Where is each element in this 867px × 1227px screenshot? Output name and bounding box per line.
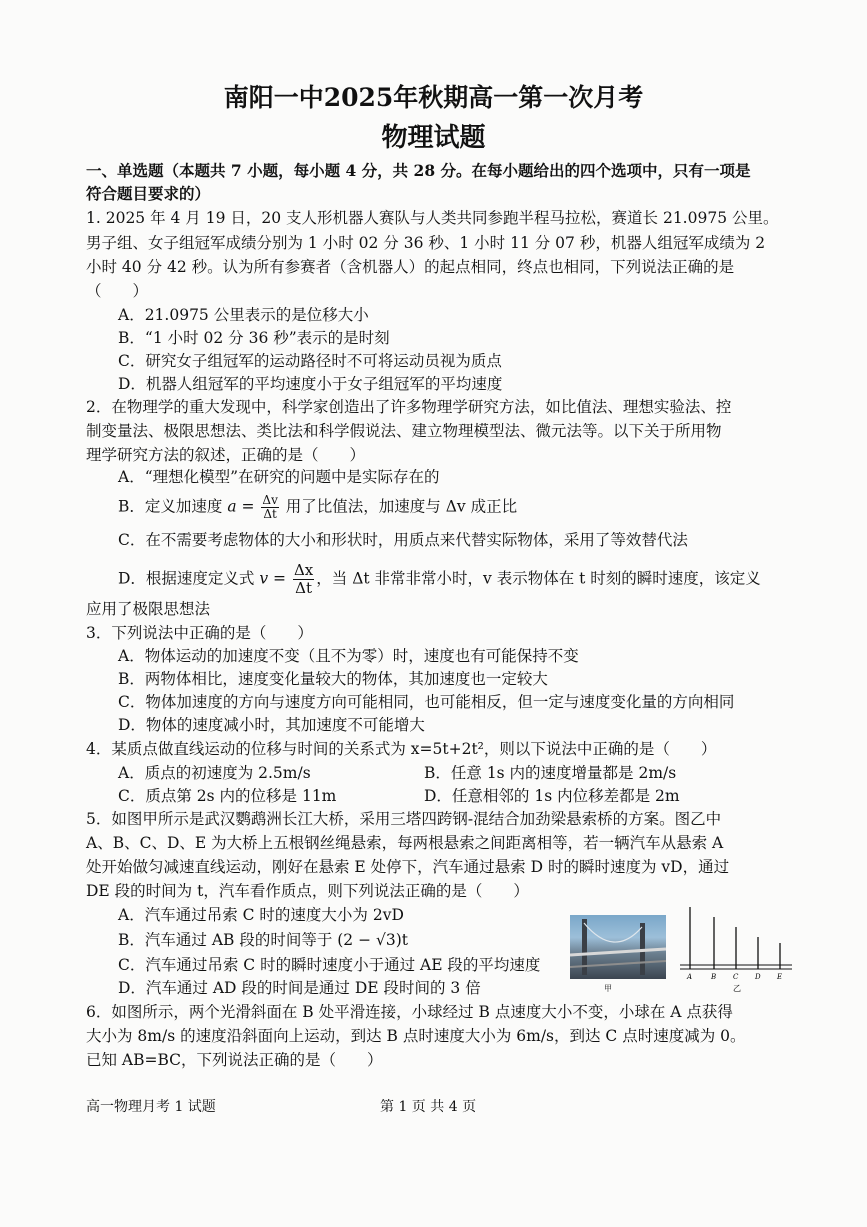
fraction [261,494,278,521]
q1-option-b: B．“1 小时 02 分 36 秒”表示的是时刻 [118,329,390,347]
q5-stem: DE 段的时间为 t，汽车看作质点，则下列说法正确的是（ ） [86,882,529,900]
q5-option-c: C．汽车通过吊索 C 时的瞬时速度小于通过 AE 段的平均速度 [118,956,541,974]
section-heading: 一、单选题（本题共 7 小题，每小题 4 分，共 28 分。在每小题给出的四个选项中，只有一项是 [86,161,751,180]
q2-stem: 制变量法、极限思想法、类比法和科学假说法、建立物理模型法、微元法等。以下关于所用物 [86,422,722,440]
q1-stem: 男子组、女子组冠军成绩分别为 1 小时 02 分 36 秒、1 小时 11 分 07 秒，机器人组冠军成绩为 2 [86,234,766,252]
math-eq: = [236,497,260,516]
q4-option-a: A．质点的初速度为 2.5m/s [118,764,311,782]
q3-stem: 3．下列说法中正确的是（ ） [86,624,313,642]
q6-stem: 6．如图所示，两个光滑斜面在 B 处平滑连接，小球经过 B 点速度大小不变，小球在 A 点获得 [86,1003,733,1021]
q3-option-b: B．两物体相比，速度变化量较大的物体，其加速度也一定较大 [118,670,548,688]
fraction-denominator: Δt [295,579,313,597]
footer-exam-name: 高一物理月考 1 试题 [86,1099,216,1115]
q6-stem: 大小为 8m/s 的速度沿斜面向上运动，到达 B 点时速度大小为 6m/s，到达 C 点时速度减为 0。 [86,1027,746,1045]
q1-stem: 小时 40 分 42 秒。认为所有参赛者（含机器人）的起点相同，终点也相同，下列说法正确的是 [86,258,735,276]
section-heading-cont: 符合题目要求的） [86,184,211,203]
q1-option-c: C．研究女子组冠军的运动路径时不可将运动员视为质点 [118,352,502,370]
q5-option-d: D．汽车通过 AD 段的时间是通过 DE 段时间的 3 倍 [118,979,481,997]
q2-option-b [118,494,788,521]
bridge-photo [570,915,666,979]
page-title: 南阳一中2025年秋期高一第一次月考 [223,83,644,112]
q3-option-a: A．物体运动的加速度不变（且不为零）时，速度也有可能保持不变 [118,647,579,665]
q2-option-c: C．在不需要考虑物体的大小和形状时，用质点来代替实际物体，采用了等效替代法 [118,531,688,549]
q5-stem: 处开始做匀减速直线运动，刚好在悬索 E 处停下，汽车通过悬索 D 时的瞬时速度为 vD，通过 [86,858,730,876]
cable-label-a: A [687,973,693,981]
page-subtitle: 物理试题 [381,123,486,153]
q3-option-d: D．物体的速度减小时，其加速度不可能增大 [118,716,425,734]
fraction-numerator: Δx [293,561,314,579]
math-var: a [227,497,237,516]
q6-stem: 已知 AB=BC，下列说法正确的是（ ） [86,1051,383,1069]
fraction-numerator: Δv [262,493,278,507]
option-text: ，当 Δt 非常非常小时，v 表示物体在 t 时刻的瞬时速度，该定义 [316,569,761,588]
q1-option-a: A．21.0975 公里表示的是位移大小 [118,306,369,324]
q4-option-c: C．质点第 2s 内的位移是 11m [118,787,337,805]
cable-label-c: C [733,973,739,981]
footer-page-number: 第 1 页 共 4 页 [380,1099,477,1115]
q4-option-b: B．任意 1s 内的速度增量都是 2m/s [424,764,677,782]
cable-label-e: E [777,973,783,981]
q3-option-c: C．物体加速度的方向与速度方向可能相同，也可能相反，但一定与速度变化量的方向相同 [118,693,735,711]
option-text: B．定义加速度 [118,497,228,516]
q1-stem: 1. 2025 年 4 月 19 日，20 支人形机器人赛队与人类共同参跑半程马拉松，赛道长 21.0975 公里。 [86,209,779,227]
cable-diagram [676,903,794,995]
cable-label-b: B [711,973,717,981]
q5-option-b: B．汽车通过 AB 段的时间等于 (2 − √3)t [118,931,409,949]
math-eq: = [268,569,291,588]
q2-stem: 2．在物理学的重大发现中，科学家创造出了许多物理学研究方法，如比值法、理想实验法、控 [86,398,732,416]
q4-stem: 4．某质点做直线运动的位移与时间的关系式为 x=5t+2t²，则以下说法中正确的是（ ） [86,740,717,758]
q1-option-d: D．机器人组冠军的平均速度小于女子组冠军的平均速度 [118,375,503,393]
q2-option-d-cont: 应用了极限思想法 [86,600,211,618]
fraction [293,562,314,597]
q5-stem: 5．如图甲所示是武汉鹦鹉洲长江大桥，采用三塔四跨钢-混结合加劲梁悬索桥的方案。图乙中 [86,810,722,828]
option-text: D．根据速度定义式 [118,569,260,588]
q1-stem: （ ） [86,282,149,300]
q2-option-d [118,562,788,597]
q4-option-d: D．任意相邻的 1s 内位移差都是 2m [424,787,680,805]
q5-option-a: A．汽车通过吊索 C 时的速度大小为 2vD [118,906,404,924]
cable-label-d: D [755,973,761,981]
figure-label-yi: 乙 [733,984,741,993]
math-var: v [259,569,269,588]
fraction-denominator: Δt [263,507,277,521]
q2-option-a: A．“理想化模型”在研究的问题中是实际存在的 [118,468,440,486]
q5-stem: A、B、C、D、E 为大桥上五根钢丝绳悬索，每两根悬索之间距离相等，若一辆汽车从悬索 A [86,834,724,852]
q2-stem: 理学研究方法的叙述，正确的是（ ） [86,446,366,464]
figure-label-jia: 甲 [604,984,612,993]
option-text: 用了比值法，加速度与 Δv 成正比 [280,497,518,516]
